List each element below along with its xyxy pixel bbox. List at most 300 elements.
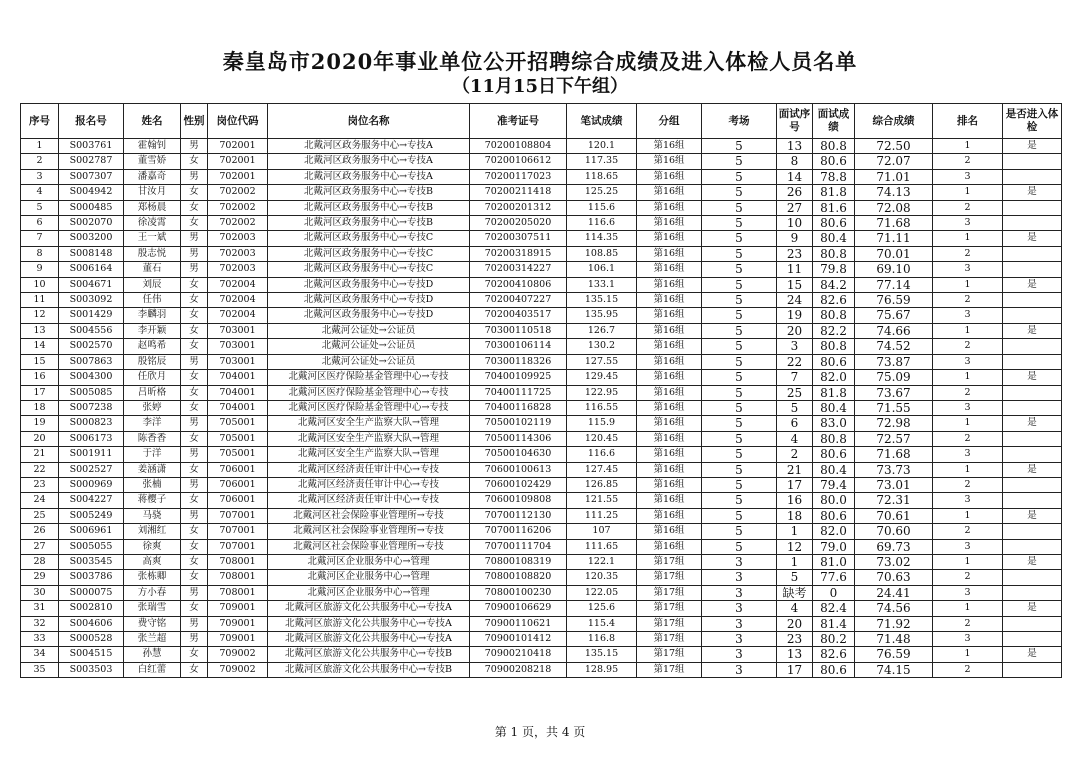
- table-cell: 72.08: [855, 200, 933, 215]
- table-cell: 29: [21, 570, 59, 585]
- table-cell: 20: [777, 616, 813, 631]
- table-cell: 126.85: [567, 477, 637, 492]
- table-cell: 北戴河区经济责任审计中心→专技: [268, 493, 470, 508]
- table-cell: 122.05: [567, 585, 637, 600]
- table-cell: 5: [702, 493, 777, 508]
- table-cell: 女: [181, 277, 208, 292]
- table-cell: 女: [181, 185, 208, 200]
- table-cell: 3: [933, 400, 1003, 415]
- table-cell: 女: [181, 539, 208, 554]
- table-cell: 女: [181, 601, 208, 616]
- table-cell: 702003: [208, 246, 268, 261]
- column-header: 分组: [637, 104, 702, 139]
- table-cell: 5: [702, 231, 777, 246]
- table-cell: 707001: [208, 508, 268, 523]
- table-cell: 706001: [208, 462, 268, 477]
- table-cell: 81.4: [813, 616, 855, 631]
- table-cell: 702003: [208, 262, 268, 277]
- table-cell: 3: [933, 354, 1003, 369]
- table-cell: 3: [702, 647, 777, 662]
- table-cell: 19: [777, 308, 813, 323]
- table-cell: 120.45: [567, 431, 637, 446]
- table-cell: 79.0: [813, 539, 855, 554]
- column-header: 是否进入体检: [1003, 104, 1062, 139]
- table-cell: S000969: [59, 477, 124, 492]
- table-cell: 3: [702, 601, 777, 616]
- table-cell: 高爽: [124, 554, 181, 569]
- column-header: 排名: [933, 104, 1003, 139]
- table-cell: 75.09: [855, 370, 933, 385]
- table-cell: 80.8: [813, 431, 855, 446]
- table-cell: S004671: [59, 277, 124, 292]
- table-cell: 北戴河区旅游文化公共服务中心→专技B: [268, 662, 470, 677]
- table-cell: 11: [777, 262, 813, 277]
- table-cell: 5: [702, 139, 777, 154]
- table-cell: 81.8: [813, 185, 855, 200]
- table-cell: 1: [933, 647, 1003, 662]
- table-cell: 第16组: [637, 354, 702, 369]
- table-cell: 70900110621: [470, 616, 567, 631]
- table-cell: 3: [21, 169, 59, 184]
- table-cell: 13: [777, 647, 813, 662]
- table-cell: 是: [1003, 508, 1062, 523]
- table-cell: S006164: [59, 262, 124, 277]
- table-cell: 35: [21, 662, 59, 677]
- table-cell: S002787: [59, 154, 124, 169]
- table-cell: 76.59: [855, 293, 933, 308]
- column-header: 性别: [181, 104, 208, 139]
- table-row: [21, 154, 1062, 169]
- table-cell: 第16组: [637, 323, 702, 338]
- table-cell: 是: [1003, 185, 1062, 200]
- table-cell: 第16组: [637, 185, 702, 200]
- column-header: 面试序号: [777, 104, 813, 139]
- table-cell: 马骁: [124, 508, 181, 523]
- table-cell: 69.10: [855, 262, 933, 277]
- page-title: 秦皇岛市2020年事业单位公开招聘综合成绩及进入体检人员名单: [222, 49, 858, 74]
- table-cell: 潘嘉奇: [124, 169, 181, 184]
- table-cell: 2: [933, 200, 1003, 215]
- table-cell: 3: [777, 339, 813, 354]
- table-cell: 男: [181, 354, 208, 369]
- table-cell: 5: [702, 293, 777, 308]
- table-cell: [1003, 662, 1062, 677]
- table-cell: 第16组: [637, 246, 702, 261]
- table-cell: 5: [702, 400, 777, 415]
- table-cell: [1003, 385, 1062, 400]
- table-cell: 70200407227: [470, 293, 567, 308]
- table-cell: 111.65: [567, 539, 637, 554]
- table-cell: 缺考: [777, 585, 813, 600]
- table-cell: 707001: [208, 539, 268, 554]
- table-cell: [1003, 585, 1062, 600]
- table-cell: 70200211418: [470, 185, 567, 200]
- table-cell: 9: [777, 231, 813, 246]
- table-cell: 1: [933, 601, 1003, 616]
- table-cell: 徐凌霄: [124, 216, 181, 231]
- table-cell: 709002: [208, 647, 268, 662]
- table-cell: 北戴河区安全生产监察大队→管理: [268, 416, 470, 431]
- table-cell: 5: [702, 354, 777, 369]
- table-cell: 79.4: [813, 477, 855, 492]
- table-cell: 男: [181, 632, 208, 647]
- table-cell: 21: [21, 447, 59, 462]
- table-cell: 70700112130: [470, 508, 567, 523]
- table-cell: 702001: [208, 169, 268, 184]
- column-header: 岗位代码: [208, 104, 268, 139]
- table-cell: 70.63: [855, 570, 933, 585]
- table-cell: 3: [702, 585, 777, 600]
- table-cell: 第16组: [637, 539, 702, 554]
- table-cell: 80.0: [813, 493, 855, 508]
- table-cell: 116.6: [567, 447, 637, 462]
- table-cell: 北戴河区政务服务中心→专技A: [268, 154, 470, 169]
- table-cell: 男: [181, 585, 208, 600]
- table-cell: 6: [21, 216, 59, 231]
- table-cell: 第16组: [637, 477, 702, 492]
- table-cell: 2: [933, 662, 1003, 677]
- table-cell: 21: [777, 462, 813, 477]
- table-cell: 5: [702, 323, 777, 338]
- table-cell: 2: [933, 616, 1003, 631]
- table-cell: 702001: [208, 139, 268, 154]
- table-cell: 82.2: [813, 323, 855, 338]
- table-cell: 135.15: [567, 293, 637, 308]
- table-cell: 费守铭: [124, 616, 181, 631]
- table-cell: 1: [933, 508, 1003, 523]
- table-cell: 北戴河区政务服务中心→专技D: [268, 277, 470, 292]
- table-row: [21, 231, 1062, 246]
- table-cell: 106.1: [567, 262, 637, 277]
- table-cell: S004606: [59, 616, 124, 631]
- table-cell: 2: [933, 246, 1003, 261]
- table-cell: [1003, 400, 1062, 415]
- table-cell: 北戴河区政务服务中心→专技C: [268, 262, 470, 277]
- table-cell: 北戴河区企业服务中心→管理: [268, 554, 470, 569]
- table-cell: 80.6: [813, 154, 855, 169]
- table-cell: 120.35: [567, 570, 637, 585]
- table-cell: 70900210418: [470, 647, 567, 662]
- table-cell: [1003, 169, 1062, 184]
- table-cell: 是: [1003, 277, 1062, 292]
- table-cell: 北戴河区企业服务中心→管理: [268, 585, 470, 600]
- table-cell: 70400111725: [470, 385, 567, 400]
- table-row: [21, 431, 1062, 446]
- table-cell: 11: [21, 293, 59, 308]
- table-cell: 男: [181, 447, 208, 462]
- table-cell: 第16组: [637, 524, 702, 539]
- table-row: [21, 354, 1062, 369]
- table-cell: 第16组: [637, 339, 702, 354]
- table-cell: 108.85: [567, 246, 637, 261]
- table-cell: 80.4: [813, 231, 855, 246]
- table-cell: 70200318915: [470, 246, 567, 261]
- table-cell: 70300118326: [470, 354, 567, 369]
- table-cell: 128.95: [567, 662, 637, 677]
- table-cell: 北戴河区政务服务中心→专技D: [268, 308, 470, 323]
- table-cell: S006961: [59, 524, 124, 539]
- table-cell: 81.8: [813, 385, 855, 400]
- table-cell: 2: [933, 570, 1003, 585]
- table-cell: [1003, 354, 1062, 369]
- table-cell: 北戴河区政务服务中心→专技B: [268, 216, 470, 231]
- table-cell: 10: [21, 277, 59, 292]
- table-cell: 71.68: [855, 216, 933, 231]
- table-cell: 80.6: [813, 354, 855, 369]
- table-cell: 第17组: [637, 585, 702, 600]
- table-cell: 18: [21, 400, 59, 415]
- table-cell: 81.0: [813, 554, 855, 569]
- table-cell: 是: [1003, 554, 1062, 569]
- table-cell: 孙慧: [124, 647, 181, 662]
- table-cell: 121.55: [567, 493, 637, 508]
- table-row: [21, 385, 1062, 400]
- table-cell: 女: [181, 662, 208, 677]
- table-cell: 9: [21, 262, 59, 277]
- table-cell: 70600100613: [470, 462, 567, 477]
- table-cell: 是: [1003, 647, 1062, 662]
- table-cell: 122.1: [567, 554, 637, 569]
- table-cell: S004515: [59, 647, 124, 662]
- table-row: [21, 508, 1062, 523]
- table-cell: S004942: [59, 185, 124, 200]
- table-cell: 76.59: [855, 647, 933, 662]
- table-cell: 70700111704: [470, 539, 567, 554]
- table-cell: 3: [933, 216, 1003, 231]
- table-cell: 8: [21, 246, 59, 261]
- table-cell: 80.6: [813, 447, 855, 462]
- table-cell: 69.73: [855, 539, 933, 554]
- table-cell: 14: [21, 339, 59, 354]
- table-cell: 北戴河公证处→公证员: [268, 339, 470, 354]
- table-row: [21, 647, 1062, 662]
- table-cell: 是: [1003, 370, 1062, 385]
- table-cell: 男: [181, 169, 208, 184]
- table-cell: S004556: [59, 323, 124, 338]
- table-cell: 1: [777, 524, 813, 539]
- table-cell: 702002: [208, 185, 268, 200]
- table-cell: [1003, 216, 1062, 231]
- table-cell: 80.4: [813, 462, 855, 477]
- table-cell: 70900101412: [470, 632, 567, 647]
- table-cell: 北戴河区安全生产监察大队→管理: [268, 431, 470, 446]
- table-cell: [1003, 339, 1062, 354]
- table-cell: 7: [777, 370, 813, 385]
- table-cell: 5: [702, 447, 777, 462]
- table-row: [21, 447, 1062, 462]
- table-cell: 81.6: [813, 200, 855, 215]
- table-cell: 82.0: [813, 524, 855, 539]
- table-cell: 115.6: [567, 200, 637, 215]
- table-cell: 5: [702, 169, 777, 184]
- table-row: [21, 524, 1062, 539]
- table-cell: 5: [702, 385, 777, 400]
- table-cell: 第16组: [637, 216, 702, 231]
- table-cell: 702002: [208, 216, 268, 231]
- table-cell: 75.67: [855, 308, 933, 323]
- table-cell: 5: [777, 570, 813, 585]
- table-cell: 74.66: [855, 323, 933, 338]
- table-cell: 北戴河区政务服务中心→专技A: [268, 139, 470, 154]
- table-row: [21, 601, 1062, 616]
- table-cell: 70500102119: [470, 416, 567, 431]
- table-cell: 704001: [208, 400, 268, 415]
- table-cell: 17: [21, 385, 59, 400]
- column-header: 岗位名称: [268, 104, 470, 139]
- table-cell: 70800108319: [470, 554, 567, 569]
- table-cell: 31: [21, 601, 59, 616]
- table-cell: 3: [933, 585, 1003, 600]
- table-cell: 127.45: [567, 462, 637, 477]
- table-cell: S000823: [59, 416, 124, 431]
- table-cell: 张婷: [124, 400, 181, 415]
- table-cell: 女: [181, 493, 208, 508]
- table-cell: 2: [933, 431, 1003, 446]
- column-header: 报名号: [59, 104, 124, 139]
- table-cell: 15: [21, 354, 59, 369]
- table-cell: 3: [702, 570, 777, 585]
- table-row: [21, 400, 1062, 415]
- table-cell: 第16组: [637, 447, 702, 462]
- table-cell: 是: [1003, 323, 1062, 338]
- table-cell: 1: [21, 139, 59, 154]
- table-cell: S003092: [59, 293, 124, 308]
- table-cell: 71.55: [855, 400, 933, 415]
- table-cell: 北戴河公证处→公证员: [268, 354, 470, 369]
- table-cell: 77.6: [813, 570, 855, 585]
- table-cell: 709002: [208, 662, 268, 677]
- table-cell: 第16组: [637, 508, 702, 523]
- column-header: 面试成绩: [813, 104, 855, 139]
- table-cell: 73.73: [855, 462, 933, 477]
- table-cell: [1003, 154, 1062, 169]
- table-cell: 北戴河区医疗保险基金管理中心→专技: [268, 400, 470, 415]
- table-cell: 70200108804: [470, 139, 567, 154]
- table-cell: 16: [21, 370, 59, 385]
- table-cell: 70200403517: [470, 308, 567, 323]
- table-cell: 第16组: [637, 231, 702, 246]
- table-cell: S007307: [59, 169, 124, 184]
- table-cell: 705001: [208, 431, 268, 446]
- table-cell: 80.8: [813, 339, 855, 354]
- table-cell: 第17组: [637, 647, 702, 662]
- table-cell: 71.68: [855, 447, 933, 462]
- table-cell: 女: [181, 554, 208, 569]
- table-cell: 2: [933, 339, 1003, 354]
- table-cell: 3: [933, 169, 1003, 184]
- table-cell: 1: [933, 370, 1003, 385]
- table-cell: 张瑞雪: [124, 601, 181, 616]
- table-row: [21, 370, 1062, 385]
- table-cell: 5: [702, 200, 777, 215]
- table-cell: 705001: [208, 416, 268, 431]
- table-cell: 17: [777, 477, 813, 492]
- table-cell: 1: [933, 554, 1003, 569]
- table-row: [21, 200, 1062, 215]
- table-cell: 70300106114: [470, 339, 567, 354]
- table-cell: 5: [702, 431, 777, 446]
- page-subtitle: （11月15日下午组）: [451, 76, 629, 97]
- table-cell: 82.6: [813, 293, 855, 308]
- table-cell: S004227: [59, 493, 124, 508]
- table-cell: 5: [702, 154, 777, 169]
- table-cell: [1003, 493, 1062, 508]
- table-cell: 2: [21, 154, 59, 169]
- table-cell: S003786: [59, 570, 124, 585]
- table-cell: 16: [777, 493, 813, 508]
- table-cell: 第16组: [637, 493, 702, 508]
- table-cell: 70800100230: [470, 585, 567, 600]
- table-cell: 男: [181, 616, 208, 631]
- table-cell: 107: [567, 524, 637, 539]
- table-cell: S000075: [59, 585, 124, 600]
- table-cell: 26: [777, 185, 813, 200]
- table-cell: 北戴河区政务服务中心→专技A: [268, 169, 470, 184]
- table-cell: 702004: [208, 277, 268, 292]
- table-cell: 5: [702, 277, 777, 292]
- table-cell: 殷铭辰: [124, 354, 181, 369]
- table-cell: 706001: [208, 493, 268, 508]
- table-cell: 1: [777, 554, 813, 569]
- table-cell: 董雪娇: [124, 154, 181, 169]
- table-cell: 北戴河区旅游文化公共服务中心→专技A: [268, 632, 470, 647]
- table-cell: 4: [21, 185, 59, 200]
- table-cell: 是: [1003, 139, 1062, 154]
- table-cell: [1003, 447, 1062, 462]
- table-cell: 709001: [208, 601, 268, 616]
- table-cell: 5: [702, 246, 777, 261]
- results-table: [20, 103, 1062, 678]
- table-row: [21, 339, 1062, 354]
- table-row: [21, 632, 1062, 647]
- table-cell: 10: [777, 216, 813, 231]
- table-row: [21, 139, 1062, 154]
- table-cell: 霍翰钊: [124, 139, 181, 154]
- table-cell: 北戴河区医疗保险基金管理中心→专技: [268, 385, 470, 400]
- table-cell: 是: [1003, 462, 1062, 477]
- table-cell: 135.15: [567, 647, 637, 662]
- table-row: [21, 477, 1062, 492]
- table-cell: 73.01: [855, 477, 933, 492]
- table-cell: 女: [181, 524, 208, 539]
- table-cell: 703001: [208, 323, 268, 338]
- table-cell: 23: [777, 632, 813, 647]
- table-cell: 24: [777, 293, 813, 308]
- table-cell: 第17组: [637, 632, 702, 647]
- table-cell: 702004: [208, 293, 268, 308]
- table-cell: 6: [777, 416, 813, 431]
- table-cell: 70600109808: [470, 493, 567, 508]
- table-cell: 122.95: [567, 385, 637, 400]
- table-cell: 5: [702, 339, 777, 354]
- table-cell: 130.2: [567, 339, 637, 354]
- table-cell: 80.8: [813, 308, 855, 323]
- table-cell: 3: [702, 616, 777, 631]
- table-cell: 72.31: [855, 493, 933, 508]
- table-cell: 26: [21, 524, 59, 539]
- table-cell: 702001: [208, 154, 268, 169]
- table-cell: 71.01: [855, 169, 933, 184]
- table-cell: 7: [21, 231, 59, 246]
- table-cell: [1003, 200, 1062, 215]
- table-cell: 73.02: [855, 554, 933, 569]
- table-row: [21, 262, 1062, 277]
- table-cell: 第17组: [637, 554, 702, 569]
- table-cell: 北戴河区社会保险事业管理所→专技: [268, 524, 470, 539]
- table-cell: 705001: [208, 447, 268, 462]
- table-cell: 女: [181, 462, 208, 477]
- table-cell: 女: [181, 323, 208, 338]
